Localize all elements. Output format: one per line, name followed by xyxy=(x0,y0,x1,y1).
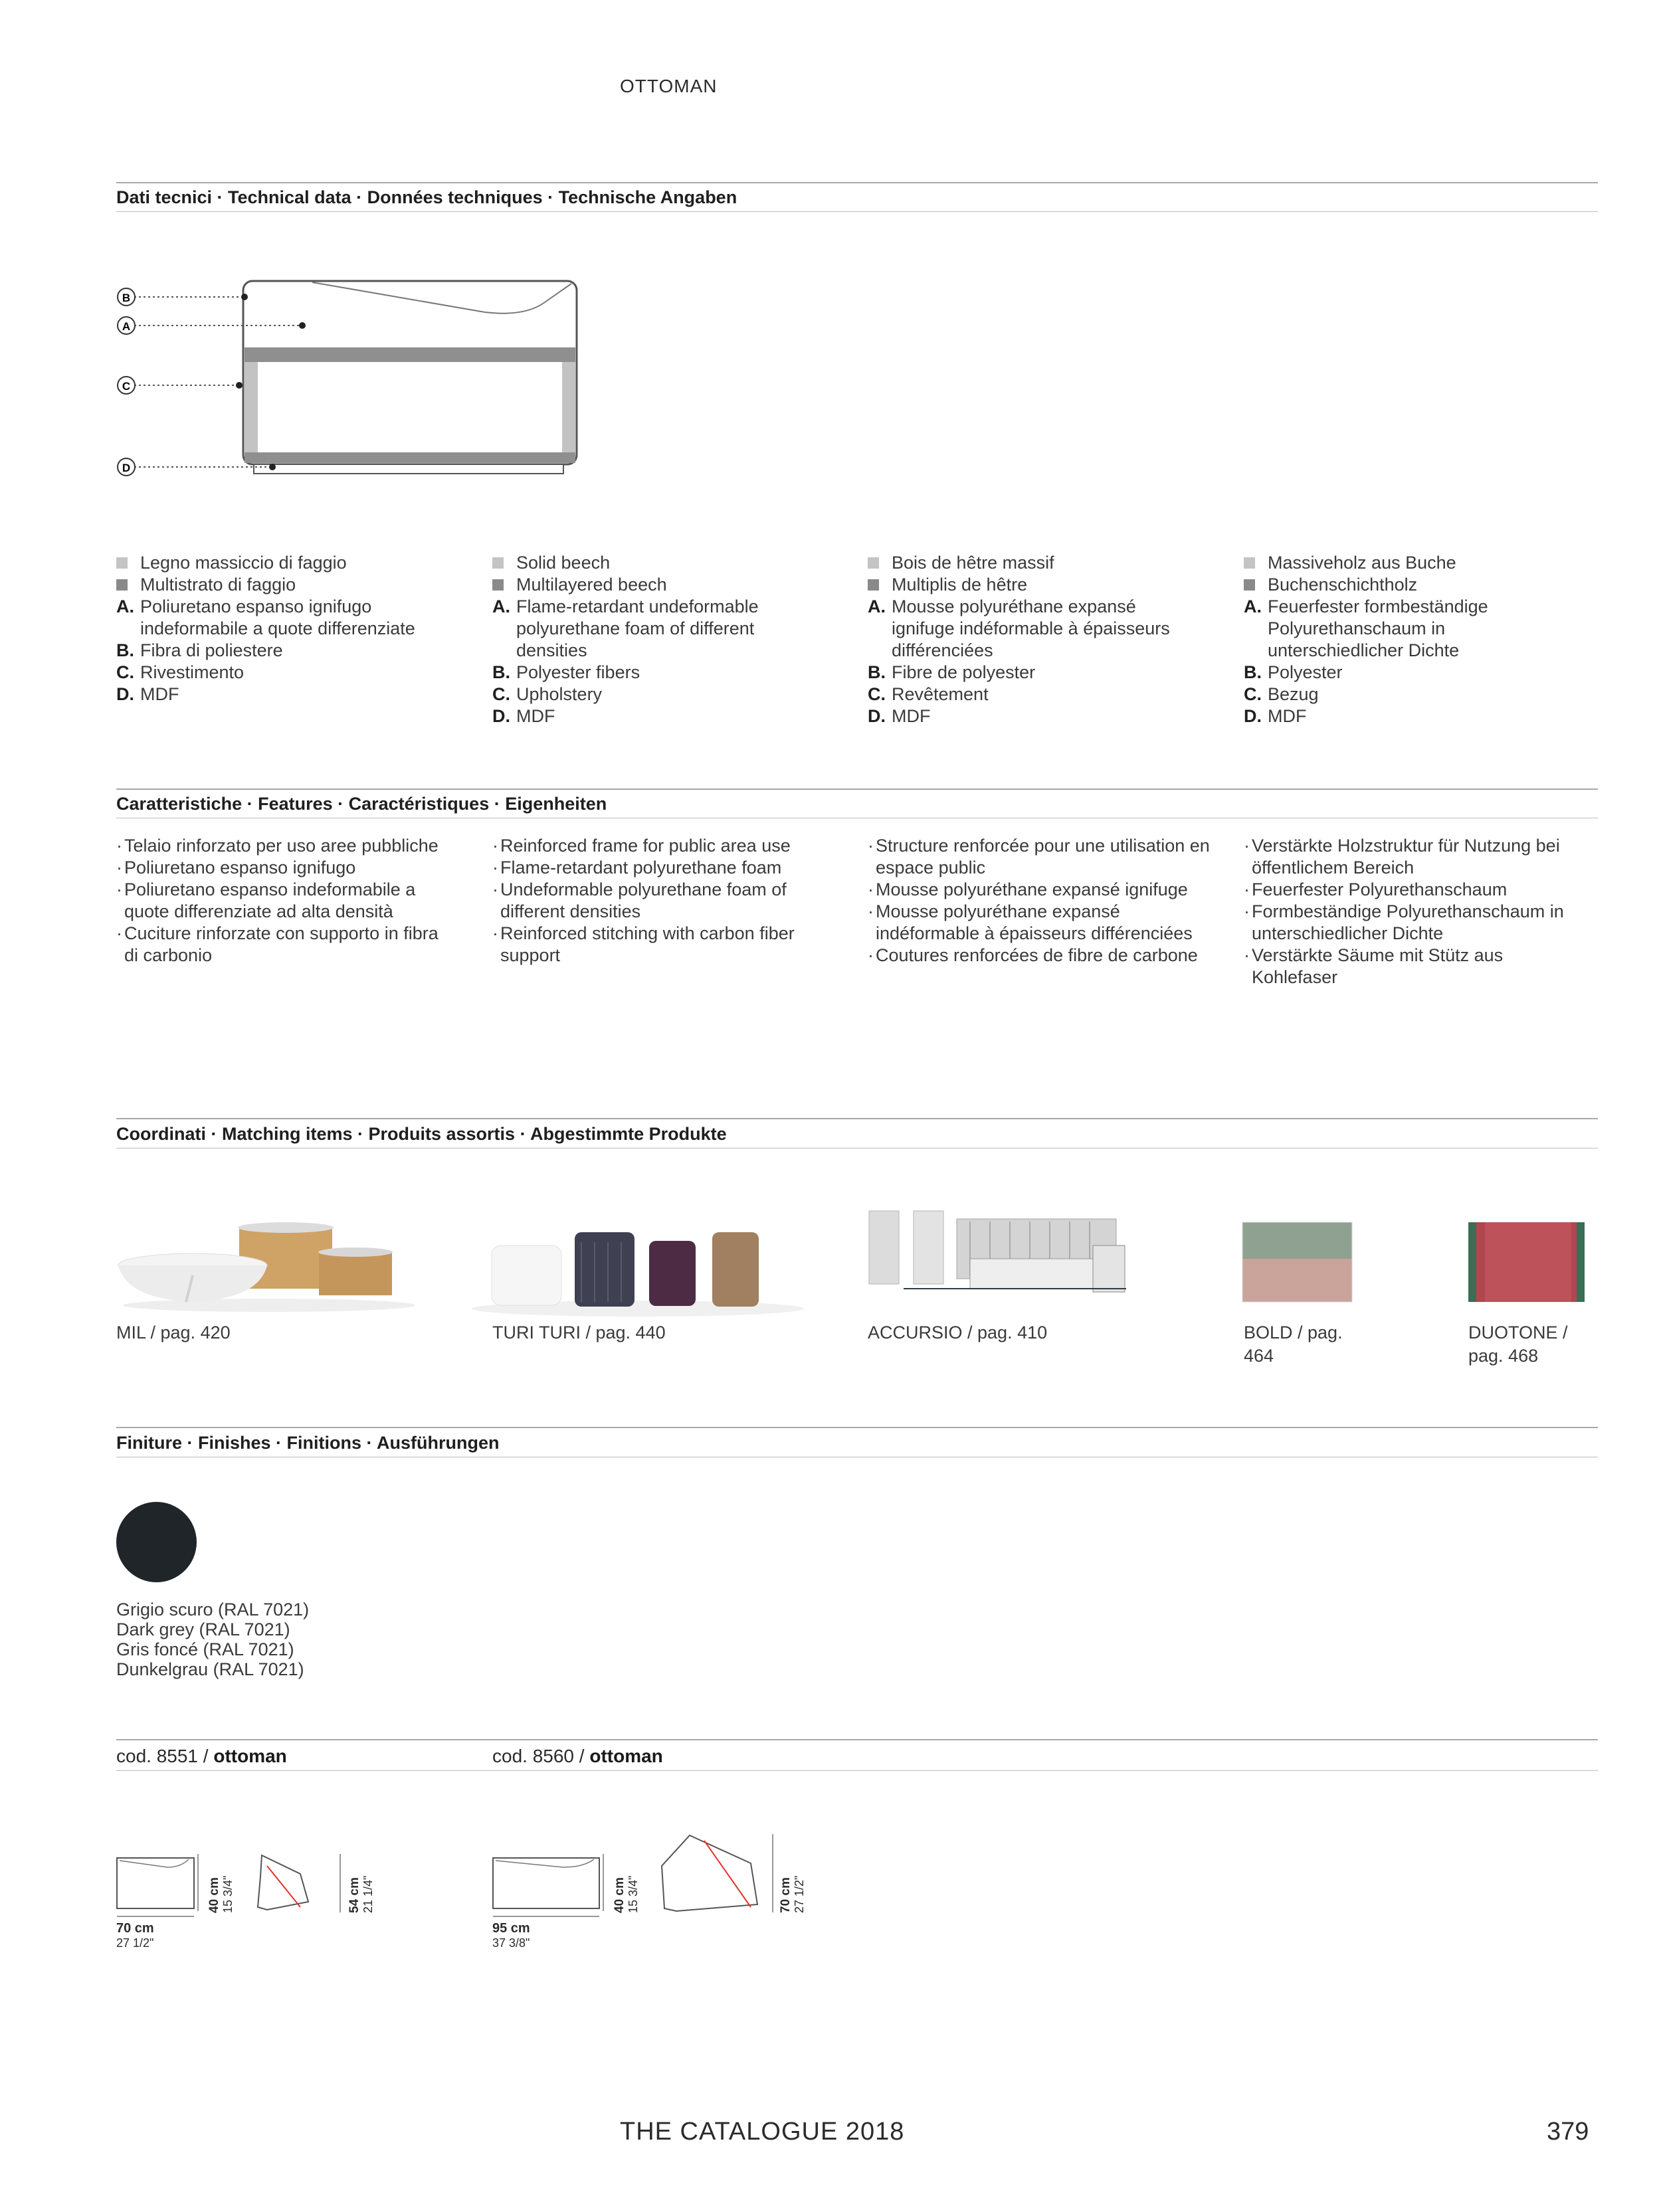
width-dimension-8551: 70 cm 27 1/2" xyxy=(116,1921,154,1950)
feature-item: Poliuretano espanso indeformabile a quote differenziate ad alta densità xyxy=(124,879,416,921)
material-text: Multistrato di faggio xyxy=(140,575,296,595)
divider xyxy=(116,1770,1598,1771)
material-marker: B. xyxy=(492,662,510,682)
features-column-en: · Reinforced frame for public area use · Flame-retardant polyurethane foam · Undeformable polyurethane foam of different densities · Reinforced stitching with carbon fiber support xyxy=(492,835,818,967)
material-text: Upholstery xyxy=(516,684,603,704)
features-column-fr: · Structure renforcée pour une utilisation en espace public · Mousse polyuréthane expansé ignifuge · Mousse polyuréthane expansé indéformable à épaisseurs différenciées · Coutures renforcées de fibre de carbone xyxy=(868,835,1213,967)
product-code: cod. 8551 / xyxy=(116,1746,209,1766)
feature-item: Mousse polyuréthane expansé ignifuge xyxy=(876,879,1188,899)
material-text: Poliuretano espanso ignifugo indeformabile a quote differenziate xyxy=(140,597,415,638)
material-marker: D. xyxy=(868,706,886,726)
page-number: 379 xyxy=(1547,2118,1589,2146)
material-marker: C. xyxy=(868,684,886,704)
material-text: Feuerfester formbeständige Polyurethanschaum in unterschiedlicher Dichte xyxy=(1268,597,1488,660)
divider xyxy=(116,1739,1598,1740)
material-marker: B. xyxy=(868,662,886,682)
divider xyxy=(116,1148,1598,1149)
diagram-label-b: B xyxy=(122,292,131,304)
product-code-8551 xyxy=(116,1746,287,1767)
light-square-icon xyxy=(116,557,128,569)
material-marker: D. xyxy=(492,706,510,726)
feature-item: Formbeständige Polyurethanschaum in unterschiedlicher Dichte xyxy=(1252,901,1564,943)
feature-item: Reinforced frame for public area use xyxy=(500,836,791,856)
finishes-section-title: Finiture · Finishes · Finitions · Ausführungen xyxy=(116,1433,500,1453)
material-text: Revêtement xyxy=(892,684,989,704)
feature-item: Flame-retardant polyurethane foam xyxy=(500,858,782,877)
material-marker: C. xyxy=(116,662,134,682)
feature-item: Poliuretano espanso ignifugo xyxy=(124,858,356,877)
dark-square-icon xyxy=(868,579,879,591)
material-marker: A. xyxy=(492,597,510,616)
light-square-icon xyxy=(868,557,879,569)
material-text: Flame-retardant undeformable polyurethane foam of different densities xyxy=(516,597,759,660)
finish-name-de: Dunkelgrau (RAL 7021) xyxy=(116,1659,304,1679)
matching-caption-mil: MIL / pag. 420 xyxy=(116,1323,231,1342)
material-text: MDF xyxy=(892,706,931,726)
material-text: Massiveholz aus Buche xyxy=(1268,553,1456,573)
feature-item: Verstärkte Holzstruktur für Nutzung bei öffentlichem Bereich xyxy=(1252,836,1560,877)
material-marker: C. xyxy=(492,684,510,704)
features-section-title: Caratteristiche · Features · Caractéristiques · Eigenheiten xyxy=(116,794,607,814)
light-square-icon xyxy=(1244,557,1255,569)
material-marker: D. xyxy=(1244,706,1262,726)
feature-item: Telaio rinforzato per uso aree pubbliche xyxy=(124,836,439,856)
material-marker: C. xyxy=(1244,684,1262,704)
feature-item: Structure renforcée pour une utilisation en espace public xyxy=(876,836,1210,877)
material-text: Solid beech xyxy=(516,553,611,573)
depth-dimension-8551: 54 cm 21 1/4" xyxy=(347,1875,375,1913)
mil-product-image xyxy=(113,1216,425,1315)
matching-caption-accursio: ACCURSIO / pag. 410 xyxy=(868,1323,1048,1342)
material-text: MDF xyxy=(140,684,179,704)
duotone-product-image xyxy=(1465,1219,1591,1305)
light-square-icon xyxy=(492,557,504,569)
divider xyxy=(116,1427,1598,1428)
finish-name-fr: Gris foncé (RAL 7021) xyxy=(116,1639,294,1659)
materials-column-de xyxy=(1244,552,1556,727)
product-code-8560 xyxy=(492,1746,663,1767)
product-8560-dimension-drawing xyxy=(490,1830,823,1923)
dark-square-icon xyxy=(116,579,128,591)
bold-product-image xyxy=(1239,1219,1355,1305)
material-text: Polyester fibers xyxy=(516,662,640,682)
material-marker: A. xyxy=(116,597,134,616)
materials-column-it xyxy=(116,552,435,705)
divider xyxy=(116,182,1598,183)
materials-column-fr xyxy=(868,552,1180,727)
page-header-title: OTTOMAN xyxy=(620,76,718,96)
technical-section-title: Dati tecnici · Technical data · Données techniques · Technische Angaben xyxy=(116,187,737,207)
material-marker: D. xyxy=(116,684,134,704)
material-text: Mousse polyuréthane expansé ignifuge indéformable à épaisseurs différenciées xyxy=(892,597,1170,660)
material-text: Fibra di poliestere xyxy=(140,640,283,660)
matching-section-title: Coordinati · Matching items · Produits assortis · Abgestimmte Produkte xyxy=(116,1124,727,1144)
material-text: Buchenschichtholz xyxy=(1268,575,1418,595)
divider xyxy=(116,211,1598,212)
product-name: ottoman xyxy=(589,1746,663,1766)
product-code: cod. 8560 / xyxy=(492,1746,585,1766)
material-text: Fibre de polyester xyxy=(892,662,1036,682)
material-marker: A. xyxy=(1244,597,1262,616)
material-text: Polyester xyxy=(1268,662,1343,682)
material-marker: B. xyxy=(116,640,134,660)
finish-name-en: Dark grey (RAL 7021) xyxy=(116,1619,290,1639)
material-text: MDF xyxy=(1268,706,1307,726)
ottoman-section-diagram xyxy=(113,276,578,485)
matching-caption-duotone: DUOTONE / pag. 468 xyxy=(1468,1323,1568,1366)
features-column-de: · Verstärkte Holzstruktur für Nutzung bei öffentlichem Bereich · Feuerfester Polyurethanschaum · Formbeständige Polyurethanschaum in unterschiedlicher Dichte · Verstärkte Säume mit Stütz aus Kohlefaser xyxy=(1244,835,1569,988)
material-text: MDF xyxy=(516,706,555,726)
matching-caption-bold: BOLD / pag. 464 xyxy=(1244,1323,1343,1366)
material-text: Rivestimento xyxy=(140,662,244,682)
footer-catalogue-title: THE CATALOGUE 2018 xyxy=(620,2118,905,2146)
material-text: Multiplis de hêtre xyxy=(892,575,1028,595)
material-text: Multilayered beech xyxy=(516,575,667,595)
material-marker: A. xyxy=(868,597,886,616)
diagram-label-c: C xyxy=(122,380,131,393)
diagram-label-a: A xyxy=(122,320,131,333)
height-dimension-8551: 40 cm 15 3/4" xyxy=(207,1875,235,1913)
matching-caption-turi-turi: TURI TURI / pag. 440 xyxy=(492,1323,666,1342)
diagram-label-d: D xyxy=(122,462,131,474)
depth-dimension-8560: 70 cm 27 1/2" xyxy=(779,1875,806,1913)
width-dimension-8560: 95 cm 37 3/8" xyxy=(492,1921,530,1950)
material-text: Bois de hêtre massif xyxy=(892,553,1054,573)
product-name: ottoman xyxy=(213,1746,287,1766)
feature-item: Mousse polyuréthane expansé indéformable à épaisseurs différenciées xyxy=(876,901,1193,943)
height-dimension-8560: 40 cm 15 3/4" xyxy=(613,1875,640,1913)
product-8551-dimension-drawing xyxy=(114,1850,387,1923)
feature-item: Undeformable polyurethane foam of different densities xyxy=(500,879,787,921)
material-marker: B. xyxy=(1244,662,1262,682)
finish-swatch-dark-grey[interactable] xyxy=(116,1502,197,1582)
finish-name-it: Grigio scuro (RAL 7021) xyxy=(116,1600,310,1619)
turi-turi-product-image xyxy=(452,1216,824,1322)
dark-square-icon xyxy=(492,579,504,591)
dark-square-icon xyxy=(1244,579,1255,591)
materials-column-en xyxy=(492,552,805,727)
accursio-product-image xyxy=(864,1206,1136,1299)
feature-item: Coutures renforcées de fibre de carbone xyxy=(876,945,1198,965)
feature-item: Reinforced stitching with carbon fiber support xyxy=(500,923,795,965)
divider xyxy=(116,1118,1598,1119)
feature-item: Cuciture rinforzate con supporto in fibra di carbonio xyxy=(124,923,439,965)
finish-names xyxy=(116,1600,309,1679)
features-column-it: · Telaio rinforzato per uso aree pubbliche · Poliuretano espanso ignifugo · Poliuretano espanso indeformabile a quote differenziate ad alta densità · Cuciture rinforzate con supporto in fibra di carbonio xyxy=(116,835,448,967)
feature-item: Verstärkte Säume mit Stütz aus Kohlefaser xyxy=(1252,945,1504,987)
material-text: Legno massiccio di faggio xyxy=(140,553,347,573)
divider xyxy=(116,788,1598,790)
material-text: Bezug xyxy=(1268,684,1319,704)
feature-item: Feuerfester Polyurethanschaum xyxy=(1252,879,1508,899)
